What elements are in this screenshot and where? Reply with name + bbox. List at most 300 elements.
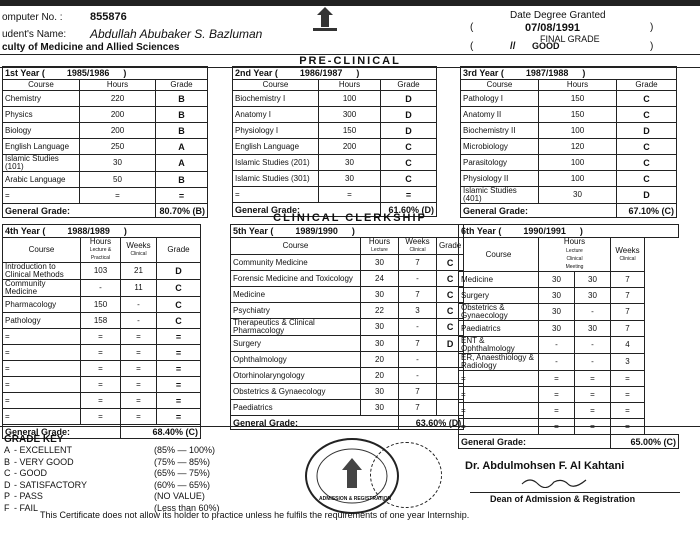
year-label: 5th Year ( [233,226,274,236]
year-header-row [3,225,201,238]
general-grade-label: General Grade: [459,435,611,449]
col-weeks-label: Weeks [615,245,640,255]
table-row [461,187,677,204]
course-hours: 200 [319,139,381,155]
year-header [231,225,464,238]
table-row [461,155,677,171]
grade-key-code: F [4,502,10,513]
course-name: Ophthalmology [231,352,361,368]
course-weeks: 3 [611,354,645,371]
course-name: = [3,409,81,425]
course-hours: - [81,280,121,297]
year-range: 1985/1986 [66,68,110,78]
course-hours: 158 [81,313,121,329]
year-close: ) [356,68,360,78]
course-name: Paediatrics [459,321,539,337]
col-course: Course [231,238,361,255]
course-weeks: 3 [399,303,437,319]
grade-key-range: (65% — 75%) [154,468,211,478]
grade-key [4,434,254,514]
column-header-row [459,238,679,272]
course-weeks: 7 [399,287,437,303]
col-course: Course [3,80,80,91]
course-name: Biochemistry I [233,91,319,107]
col-weeks-sub: Clinical [409,247,426,253]
col-grade: Grade [381,80,437,91]
table-row [461,139,677,155]
course-hours: 30 [319,155,381,171]
course-weeks: 21 [121,263,157,280]
general-grade-value: 67.10% (C) [617,204,677,218]
course-name: Otorhinolaryngology [231,368,361,384]
table-row [459,304,679,321]
course-hours-clinical: 30 [575,272,611,288]
course-name: Introduction to Clinical Methods [3,263,81,280]
course-grade: C [381,171,437,187]
course-name: = [3,329,81,345]
course-grade: D [617,123,677,139]
course-grade: = [157,393,201,409]
signature-icon [520,474,590,488]
course-grade: C [157,280,201,297]
year-close: ) [351,226,355,236]
course-grade: C [437,255,464,271]
col-hours [81,238,121,263]
course-grade: C [437,319,464,336]
top-strip [0,0,700,6]
dean-title: Dean of Admission & Registration [490,494,636,504]
grade-key-code: P [4,491,11,501]
course-name: = [459,403,539,419]
course-hours-clinical: 30 [575,288,611,304]
course-name: Medicine [231,287,361,303]
course-hours: 300 [319,107,381,123]
course-weeks: = [611,419,645,435]
course-name: Pharmacology [3,297,81,313]
grade-key-range: (60% — 65%) [154,479,211,490]
course-name: = [3,393,81,409]
table-row [233,123,437,139]
table-row [233,91,437,107]
table-row [231,319,464,336]
grade-key-range: (75% — 85%) [154,456,211,467]
preclinical-table-year-3 [460,66,677,218]
course-grade: C [381,139,437,155]
course-hours: 24 [361,271,399,287]
course-name: Physiology I [233,123,319,139]
col-hours-sub: Lecture & Practical [89,247,112,261]
col-hours-label: Hours [368,237,391,246]
course-grade: = [157,377,201,393]
table-row [461,123,677,139]
col-course: Course [3,238,81,263]
preclinical-table-year-1 [2,66,208,218]
year-header-row [233,67,437,80]
course-weeks: = [121,377,157,393]
table-row [231,352,464,368]
table-row [459,272,679,288]
course-hours: 150 [539,107,617,123]
course-grade: C [381,155,437,171]
course-grade: C [437,271,464,287]
date-granted-label: Date Degree Granted [510,10,606,21]
course-weeks: 7 [399,384,437,400]
course-weeks: 7 [399,255,437,271]
course-hours-clinical: = [575,403,611,419]
table-row [231,287,464,303]
course-hours-clinical: - [575,354,611,371]
course-weeks: = [121,361,157,377]
course-name: ENT & Ophthalmology [459,337,539,354]
student-name-value: Abdullah Abubaker S. Bazluman [90,27,263,41]
year-header [461,67,677,80]
course-hours: = [539,387,575,403]
table-row [233,155,437,171]
course-hours: 20 [361,368,399,384]
course-hours: = [319,187,381,203]
grade-key-label: - EXCELLENT [14,445,73,455]
clerkship-title: CLINICAL CLERKSHIP [273,212,427,224]
course-grade: C [617,91,677,107]
table-row [3,329,201,345]
table-row [3,377,201,393]
course-name: Pathology [3,313,81,329]
table-row [459,371,679,387]
course-hours: - [539,337,575,354]
course-name: Chemistry [3,91,80,107]
general-grade-value: 80.70% (B) [156,204,208,218]
course-name: Microbiology [461,139,539,155]
table-row [231,368,464,384]
course-hours-clinical: = [575,419,611,435]
course-name: Biology [3,123,80,139]
table-row [233,171,437,187]
course-grade: B [156,123,208,139]
registration-stamp [370,442,442,508]
course-name: Surgery [231,336,361,352]
course-grade: D [617,187,677,204]
general-grade-row [461,204,677,218]
table-row [461,91,677,107]
course-hours: - [539,354,575,371]
general-grade-value: 68.40% (C) [121,425,201,439]
course-hours: 30 [361,255,399,271]
col-hours: Hours [80,80,156,91]
course-weeks: 7 [611,288,645,304]
general-grade-value: 65.00% (C) [611,435,679,449]
course-grade: = [157,409,201,425]
col-hours-sub: Lecture [371,247,388,253]
course-grade: D [381,107,437,123]
course-name: Anatomy I [233,107,319,123]
seal-text: ADMISSION & REGISTRATION [319,496,392,502]
col-course: Course [461,80,539,91]
table-row [461,171,677,187]
course-name: English Language [3,139,80,155]
col-course: Course [233,80,319,91]
final-grade-slashes: // [510,41,516,52]
course-grade: D [381,123,437,139]
grade-key-label: - PASS [14,491,43,501]
table-row [3,313,201,329]
course-hours: 220 [80,91,156,107]
table-row [459,354,679,371]
course-grade: B [156,172,208,188]
column-header-row [233,80,437,91]
table-row [231,303,464,319]
course-weeks: 7 [611,321,645,337]
course-weeks: = [611,403,645,419]
course-name: Biochemistry II [461,123,539,139]
course-grade: B [156,91,208,107]
course-weeks: 7 [399,400,437,416]
footer-note: This Certificate does not allow its holder to practice unless he fulfils the requirements of one year Internship. [40,510,470,520]
general-grade-label: General Grade: [233,203,381,217]
course-hours: 30 [539,288,575,304]
course-grade: = [157,361,201,377]
course-weeks: - [121,297,157,313]
computer-no-label: omputer No. : [2,12,63,23]
course-hours: 100 [539,171,617,187]
date-paren-open: ( [470,22,474,33]
grade-key-item [4,468,254,480]
course-weeks: = [611,387,645,403]
course-name: Islamic Studies (301) [233,171,319,187]
course-hours: 250 [80,139,156,155]
grade-key-title: GRADE KEY [4,434,64,445]
year-close: ) [582,68,586,78]
course-name: Arabic Language [3,172,80,188]
course-grade: C [617,107,677,123]
year-label: 4th Year ( [5,226,46,236]
table-row [459,387,679,403]
course-hours: 150 [319,123,381,139]
university-logo-icon [305,5,345,35]
table-row [231,336,464,352]
course-weeks: 4 [611,337,645,354]
general-grade-value: 63.60% (D) [399,416,464,430]
course-hours: = [539,371,575,387]
year-header-row [461,67,677,80]
col-hours: Hours [539,80,617,91]
year-header-row [231,225,464,238]
course-hours: = [81,409,121,425]
course-name: Community Medicine [231,255,361,271]
course-name: English Language [233,139,319,155]
course-grade: = [157,345,201,361]
final-grade-value: GOOD [532,41,560,51]
general-grade-label: General Grade: [3,204,156,218]
year-label: 6th Year ( [461,226,502,236]
year-label: 2nd Year ( [235,68,278,78]
course-name: Physics [3,107,80,123]
course-name: = [3,361,81,377]
year-header-row [3,67,208,80]
course-hours: 30 [539,304,575,321]
course-hours: 30 [361,287,399,303]
table-row [233,187,437,203]
faculty-name: culty of Medicine and Allied Sciences [2,42,180,53]
course-grade: = [381,187,437,203]
course-weeks: 7 [399,336,437,352]
col-hours-label: Hours [563,237,586,246]
table-row [3,123,208,139]
course-hours: = [81,393,121,409]
table-row [3,297,201,313]
general-grade-row [459,435,679,449]
grade-key-range: (NO VALUE) [154,491,205,501]
course-name: = [3,377,81,393]
grade-key-code: A [4,445,11,455]
course-grade: = [156,188,208,204]
grade-key-label: - VERY GOOD [14,456,74,467]
computer-no-value: 855876 [90,11,127,23]
col-weeks [121,238,157,263]
course-hours: = [81,329,121,345]
grade-key-label: - FAIL [14,502,39,513]
course-name: Parasitology [461,155,539,171]
course-hours: 150 [539,91,617,107]
col-course: Course [459,238,539,272]
grade-key-item [4,457,254,469]
course-hours: 30 [80,155,156,172]
course-name: Islamic Studies (101) [3,155,80,172]
col-hours-label: Hours [89,237,112,246]
table-row [3,107,208,123]
final-grade-paren-close: ) [650,41,654,52]
year-range: 1989/1990 [295,226,338,236]
col-grade: Grade [156,80,208,91]
table-row [3,139,208,155]
table-row [3,345,201,361]
course-hours: = [539,419,575,435]
course-hours-clinical: - [575,337,611,354]
col-weeks-sub: Clinical [130,251,147,257]
general-grade-row [231,416,464,430]
table-row [459,337,679,354]
course-hours: 200 [80,123,156,139]
course-hours: 22 [361,303,399,319]
course-hours-clinical: = [575,371,611,387]
year-header [3,225,201,238]
table-row [3,91,208,107]
course-grade: C [617,139,677,155]
course-grade: = [157,329,201,345]
year-close: ) [123,68,127,78]
grade-key-item [4,445,254,457]
final-grade-paren-open: ( [470,41,474,52]
year-header [459,225,679,238]
course-hours: = [80,188,156,204]
preclinical-title: PRE-CLINICAL [0,54,700,68]
course-name: Physiology II [461,171,539,187]
table-row [231,384,464,400]
final-grade-label: FINAL GRADE [540,34,600,44]
table-row [459,403,679,419]
date-granted-value: 07/08/1991 [525,22,581,34]
course-hours: 20 [361,352,399,368]
course-weeks: - [399,352,437,368]
col-grade: Grade [437,238,464,255]
course-name: Forensic Medicine and Toxicology [231,271,361,287]
year-label: 3rd Year ( [463,68,504,78]
dean-name: Dr. Abdulmohsen F. Al Kahtani [465,460,625,472]
col-weeks-label: Weeks [126,241,151,250]
grade-key-range: (85% — 100%) [154,445,216,455]
course-grade: C [437,287,464,303]
course-grade: D [437,336,464,352]
course-name: Surgery [459,288,539,304]
table-row [3,188,208,204]
col-hours [539,238,611,272]
column-header-row [3,80,208,91]
table-row [231,400,464,416]
course-grade: B [156,107,208,123]
bottom-rule [0,426,700,427]
year-label: 1st Year ( [5,68,45,78]
course-hours: 100 [539,155,617,171]
course-name: Medicine [459,272,539,288]
course-name: Anatomy II [461,107,539,123]
course-name: = [3,188,80,204]
table-row [233,107,437,123]
col-hours-sub2: Clinical Meeting [565,256,584,270]
student-name-label: udent's Name: [2,29,67,40]
course-name: Psychiatry [231,303,361,319]
year-header-row [459,225,679,238]
course-name: Islamic Studies (201) [233,155,319,171]
course-grade: D [381,91,437,107]
course-grade: A [156,155,208,172]
course-weeks: - [121,313,157,329]
clerkship-table-year-4 [2,224,201,439]
column-header-row [461,80,677,91]
grade-key-item [4,491,254,503]
course-weeks: - [399,271,437,287]
year-range: 1986/1987 [299,68,343,78]
general-grade-label: General Grade: [461,204,617,218]
course-name: Islamic Studies (401) [461,187,539,204]
course-weeks: 7 [611,304,645,321]
table-row [459,288,679,304]
course-weeks: 7 [611,272,645,288]
col-hours [361,238,399,255]
course-hours-clinical: 30 [575,321,611,337]
year-close: ) [123,226,127,236]
grade-key-code: B [4,456,11,467]
dean-title-rule [470,492,680,493]
grade-key-range: (Less than 60%) [154,502,220,513]
course-name: ER, Anaesthiology & Radiology [459,354,539,371]
grade-key-item [4,480,254,492]
table-row [3,172,208,188]
course-hours: 200 [80,107,156,123]
course-hours: = [81,361,121,377]
course-hours-clinical: - [575,304,611,321]
table-row [231,271,464,287]
course-name: Obstetrics & Gynaecology [459,304,539,321]
course-grade: A [156,139,208,155]
course-weeks: = [121,409,157,425]
course-name: Community Medicine [3,280,81,297]
course-hours-clinical: = [575,387,611,403]
table-row [3,361,201,377]
grade-key-label: - SATISFACTORY [14,479,88,490]
course-name: = [233,187,319,203]
preclinical-table-year-2 [232,66,437,217]
table-row [3,155,208,172]
table-row [459,321,679,337]
